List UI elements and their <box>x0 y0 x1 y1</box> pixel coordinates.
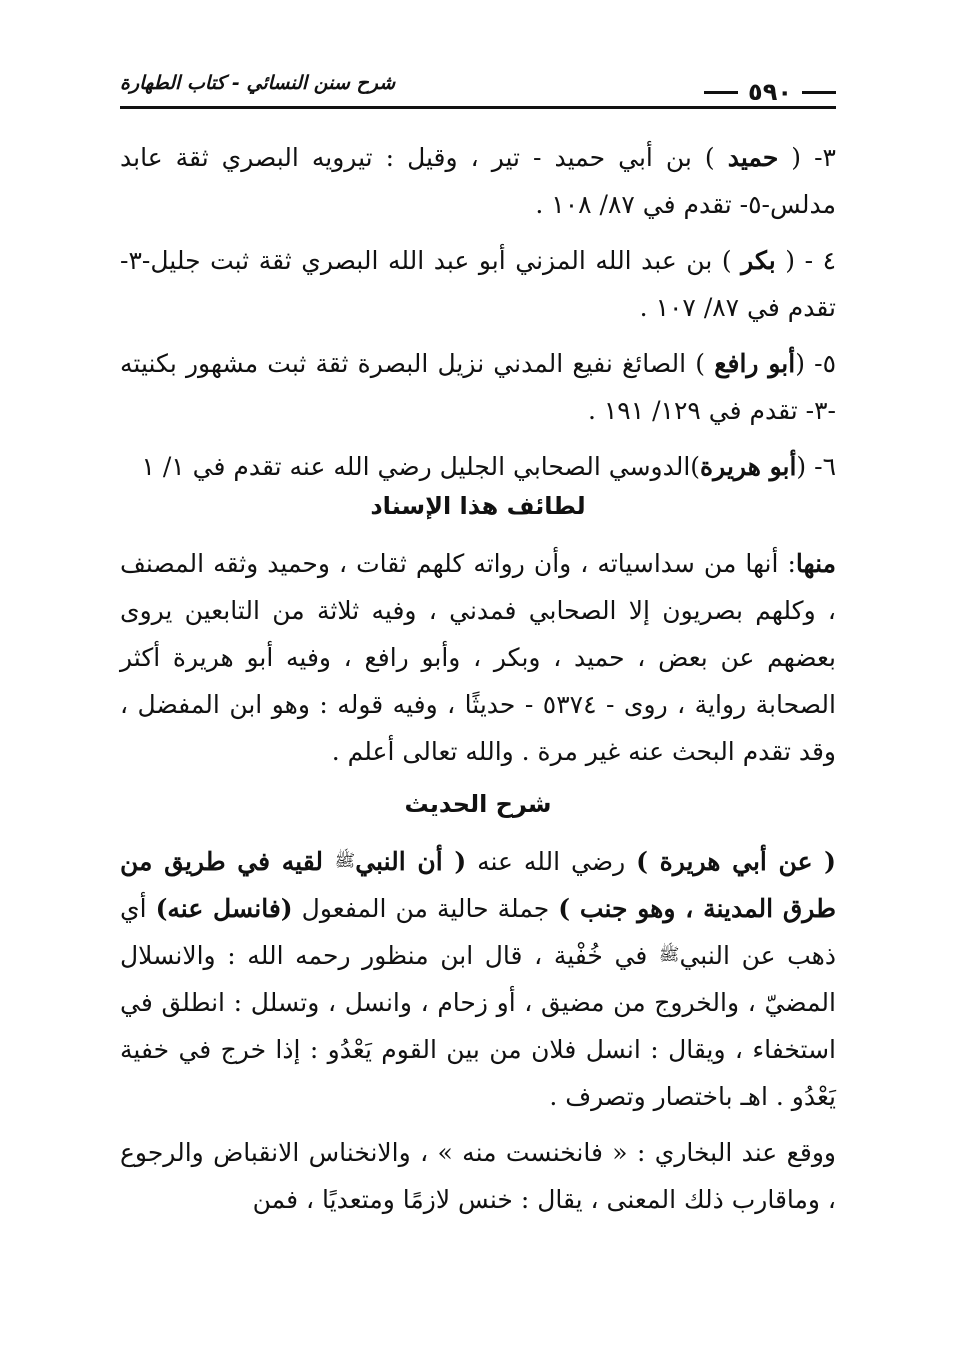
isnad-paragraph <box>120 540 836 775</box>
narrator-name: بكر <box>741 246 776 275</box>
commentary-text: أي ذهب عن النبي <box>120 894 836 970</box>
narrator-name: حميد <box>727 143 779 172</box>
quoted-text: ( أن النبي <box>355 847 467 876</box>
header-dash-left <box>704 91 738 94</box>
entry-number: ٦- ( <box>796 452 836 481</box>
quoted-text: (فانسل عنه) <box>155 894 293 923</box>
salawat-glyph: ﷺ <box>658 945 680 965</box>
commentary-text: جملة حالية من المفعول <box>292 894 559 923</box>
narrator-entry <box>120 237 836 331</box>
sharh-paragraph <box>120 838 836 1120</box>
narrator-entry <box>120 134 836 228</box>
narrator-name: أبو رافع <box>714 349 796 378</box>
entry-text: ) الصائغ نفيع المدني نزيل البصرة ثقة ثبت مشهور بكنيته -٣- تقدم في ١٢٩/ ١٩١ . <box>120 349 836 425</box>
narrator-name: أبو هريرة <box>700 452 797 481</box>
paragraph-lead: منها <box>795 549 836 578</box>
salawat-glyph: ﷺ <box>334 851 356 871</box>
page-number-block <box>704 80 836 104</box>
quoted-text: لقيه في طريق من طرق المدينة ، وهو جنب ) <box>120 847 836 923</box>
commentary-text: رضي الله عنه <box>466 847 637 876</box>
entry-text: ) بن أبي حميد - تير ، وقيل : تيرويه البصري ثقة عابد مدلس-٥- تقدم في ٨٧/ ١٠٨ . <box>120 143 836 219</box>
running-header <box>120 70 836 116</box>
entry-number: ٥- ( <box>795 349 836 378</box>
entry-text: ) بن عبد الله المزني أبو عبد الله البصري ثقة ثبت جليل-٣- تقدم في ٨٧/ ١٠٧ . <box>120 246 836 322</box>
running-title: شرح سنن النسائي - كتاب الطهارة <box>120 72 396 94</box>
page-number: ٥٩٠ <box>748 78 792 106</box>
entry-number: ٣- ( <box>778 143 836 172</box>
section-heading-sharh: شرح الحديث <box>404 790 552 818</box>
narrator-entry <box>120 340 836 434</box>
sharh-paragraph: ووقع عند البخاري : « فانخنست منه » ، والانخناس الانقباض والرجوع ، وماقارب ذلك المعنى ، يقال : خنس لازمًا ومتعديًا ، فمن <box>120 1138 836 1214</box>
narrator-entry <box>120 443 836 490</box>
page-body <box>120 134 836 1232</box>
book-page <box>120 0 836 1366</box>
commentary-text: في خُفْية ، قال ابن منظور رحمه الله : والانسلال المضيّ ، والخروج من مضيق ، أو زحام ، وانسل ، وتسلل : انطلق في استخفاء ، ويقال : انسل فلان من بين القوم يَعْدُو : إذا خرج في خفية يَعْدُو . اهـ باختصار وتصرف . <box>120 941 836 1111</box>
paragraph-text: : أنها من سداسياته ، وأن رواته كلهم ثقات ، وحميد وثقه المصنف ، وكلهم بصريون إلا الصحابي فمدني ، وفيه ثلاثة من التابعين يروى بعضهم عن بعض ، حميد ، وبكر ، وأبو رافع ، وفيه أبو هريرة أكثر الصحابة رواية ، روى - ٥٣٧٤ - حديثًا ، وفيه قوله : وهو ابن المفضل ، وقد تقدم البحث عنه غير مرة . والله تعالى أعلم . <box>120 549 836 766</box>
section-heading-isnad: لطائف هذا الإسناد <box>370 492 586 520</box>
entry-text: )الدوسي الصحابي الجليل رضي الله عنه تقدم في ١/ ١ <box>141 452 701 481</box>
entry-number: ٤ - ( <box>775 246 837 275</box>
header-dash-right <box>802 91 836 94</box>
header-rule <box>120 106 836 109</box>
quoted-text: ( عن أبي هريرة ) <box>636 847 836 876</box>
